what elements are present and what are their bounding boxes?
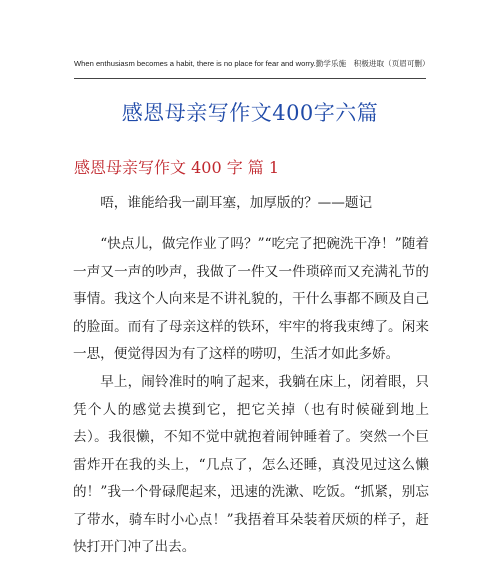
header-divider	[74, 78, 426, 79]
paragraph-body: 早上，闹铃准时的响了起来，我躺在床上，闭着眼，只凭个人的感觉去摸到它，把它关掉（也有时候碰到地上去）。我很懒，不知不觉中就抱着闹钟睡着了。突然一个巨雷炸开在我的头上，“几点了，怎么还睡，真没见过这么懒的！”我一个骨碌爬起来，迅速的洗漱、吃饭。“抓紧，别忘了带水，骑车时小心点！”我捂着耳朵装着厌烦的样子，赶快打开门冲了出去。	[73, 374, 429, 555]
paragraph-epigraph: 唔，谁能给我一副耳塞，加厚版的？——题记	[100, 195, 373, 211]
section-title: 感恩母亲写作文 400 字 篇 1	[74, 158, 280, 177]
paragraph-body: “快点儿，做完作业了吗？”“吃完了把碗洗干净！”随着一声又一声的吵声，我做了一件又一件琐碎而又充满礼节的事情。我这个人向来是不讲礼貌的，干什么事都不顾及自己的脸面。而有了母亲这样的铁环，牢牢的将我束缚了。闲来一思，便觉得因为有了这样的唠叨，生活才如此多娇。	[73, 236, 429, 362]
document-title: 感恩母亲写作文400字六篇	[121, 101, 379, 125]
page-header: When enthusiasm becomes a habit, there is no place for fear and worry.勤学乐施 积极进取（页眉可删）	[74, 59, 430, 68]
